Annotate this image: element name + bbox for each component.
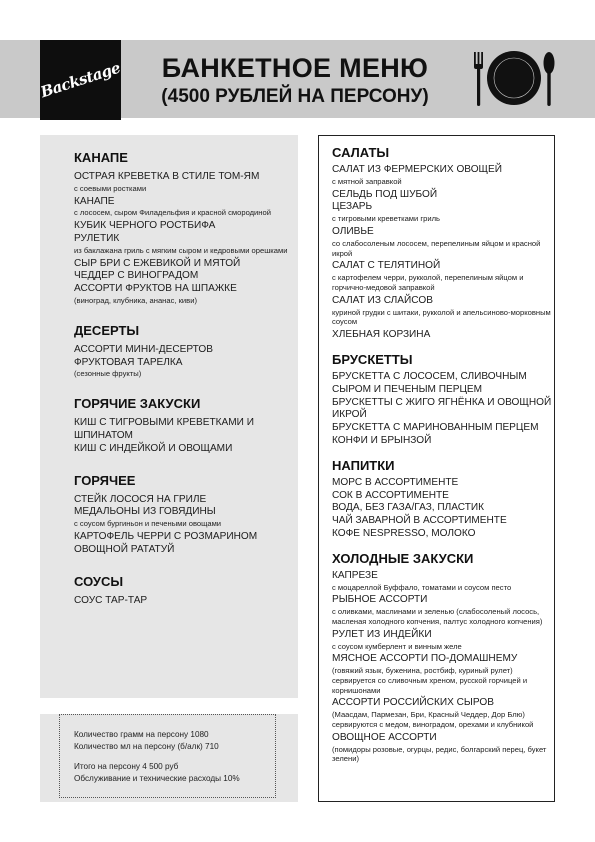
menu-item-name: ФРУКТОВАЯ ТАРЕЛКА [74,356,183,368]
section-title: БРУСКЕТТЫ [332,351,413,367]
summary-box [40,714,298,802]
section-title: ДЕСЕРТЫ [74,322,140,338]
menu-item-name: ОСТРАЯ КРЕВЕТКА В СТИЛЕ ТОМ-ЯМ [74,171,260,182]
menu-item-name: САЛАТ ИЗ СЛАЙСОВ [332,294,433,306]
right-menu-list [332,144,552,773]
menu-item-name: АССОРТИ РОССИЙСКИХ СЫРОВ [332,697,494,709]
section-title: ГОРЯЧИЕ ЗАКУСКИ [74,396,201,412]
menu-item-name: СТЕЙК ЛОСОСЯ НА ГРИЛЕ [74,493,207,505]
menu-item-description: из баклажана гриль с мягким сыром и кедровыми орешками [74,245,288,255]
menu-item-description: с соусом кумберлент и винным желе [332,641,462,651]
page-title [140,52,450,110]
menu-item-name: СЕЛЬДЬ ПОД ШУБОЙ [332,188,438,200]
menu-item-description: с картофелем черри, рукколой, перепелиным яйцом и горчично-медовой заправкой [332,273,524,292]
menu-item-description: с соевыми ростками [74,183,147,193]
menu-item-name: КУБИК ЧЕРНОГО РОСТБИФА [74,220,216,232]
section-title: КАНАПЕ [74,150,128,165]
menu-item-description: куриной грудки с шитаки, рукколой и апельсиново-морковным соусом [332,307,551,327]
section-title: ГОРЯЧЕЕ [74,472,136,488]
menu-item-name: САЛАТ ИЗ ФЕРМЕРСКИХ ОВОЩЕЙ [332,164,503,175]
menu-item-description: с лососем, сыром Филадельфия и красной смородиной [74,208,271,218]
title-line-2: (4500 РУБЛЕЙ НА ПЕРСОНУ) [161,86,429,107]
menu-item-name: БРУСКЕТТЫ С ЖИГО ЯГНЁНКА И ОВОЩНОЙ ИКРОЙ [332,396,552,421]
menu-item-name: КОФЕ NESPRESSO, МОЛОКО [332,527,476,539]
menu-section [74,395,289,455]
menu-item-description: (сезонные фрукты) [74,369,142,379]
menu-section [332,144,552,342]
menu-item-description: с мятной заправкой [332,176,402,186]
menu-item-description: с соусом бургиньон и печеными овощами [74,519,222,529]
menu-item-description: с тигровыми креветками гриль [332,214,440,224]
menu-item-name: ХЛЕБНАЯ КОРЗИНА [332,329,431,341]
menu-item-description: (помидоры розовые, огурцы, редис, болгарский перец, букет зелени) [332,744,547,764]
title-line-1: БАНКЕТНОЕ МЕНЮ [161,53,429,83]
menu-item-name: МЯСНОЕ АССОРТИ ПО-ДОМАШНЕМУ [332,653,518,665]
menu-section [74,322,289,379]
summary-dotted-frame [59,714,276,798]
menu-item-description: (говяжий язык, буженина, ростбиф, куриный рулет) сервируется со сливочным хреном, русской горчицей и корнишонами [332,666,528,695]
menu-section [332,351,552,448]
section-title: СОУСЫ [74,573,124,589]
section-title: ХОЛОДНЫЕ ЗАКУСКИ [332,550,474,566]
menu-item-name: ОВОЩНОЙ РАТАТУЙ [74,543,175,555]
menu-item-name: СОК В АССОРТИМЕНТЕ [332,489,449,501]
menu-item-description: (виноград, клубника, ананас, киви) [74,295,197,305]
section-title: САЛАТЫ [332,145,390,160]
menu-item-name: ВОДА, БЕЗ ГАЗА/ГАЗ, ПЛАСТИК [332,502,485,514]
menu-item-name: КИШ С ТИГРОВЫМИ КРЕВЕТКАМИ И ШПИНАТОМ [74,417,254,441]
menu-item-name: АССОРТИ ФРУКТОВ НА ШПАЖКЕ [74,283,237,295]
summary-service: Обслуживание и технические расходы 10% [74,773,240,783]
menu-item-name: РУЛЕТИК [74,232,120,244]
menu-item-name: МЕДАЛЬОНЫ ИЗ ГОВЯДИНЫ [74,506,216,518]
menu-section [74,573,289,608]
menu-section [332,550,552,765]
menu-item-description: с моцареллой Буффало, томатами и соусом песто [332,582,512,592]
logo-text: Backstage [38,58,123,102]
menu-item-description: с оливками, маслинами и зеленью (слабосоленый лосось, масленая холодного копчения, палтус холодного копчения) [332,607,543,626]
menu-item-name: ЧАЙ ЗАВАРНОЙ В АССОРТИМЕНТЕ [332,515,507,527]
menu-item-name: ОЛИВЬЕ [332,225,374,237]
menu-item-name: КАРТОФЕЛЬ ЧЕРРИ С РОЗМАРИНОМ [74,530,258,542]
menu-item-name: СЫР БРИ С ЕЖЕВИКОЙ И МЯТОЙ [74,257,241,269]
menu-item-name: СОУС ТАР-ТАР [74,594,148,606]
menu-item-name: МОРС В АССОРТИМЕНТЕ [332,476,459,488]
menu-item-name: ЧЕДДЕР С ВИНОГРАДОМ [74,270,199,282]
section-title: НАПИТКИ [332,457,395,473]
menu-item-name: ОВОЩНОЕ АССОРТИ [332,731,437,743]
menu-section [74,149,289,306]
menu-item-description: со слабосоленым лососем, перепелиным яйцом и красной икрой [332,238,541,258]
brand-logo [40,40,121,120]
menu-item-name: ЦЕЗАРЬ [332,201,373,213]
menu-section [332,457,552,541]
menu-item-name: КИШ С ИНДЕЙКОЙ И ОВОЩАМИ [74,442,233,454]
menu-item-name: САЛАТ С ТЕЛЯТИНОЙ [332,260,441,272]
menu-item-name: КАНАПЕ [74,195,115,207]
menu-item-name: РУЛЕТ ИЗ ИНДЕЙКИ [332,628,432,640]
menu-item-name: БРУСКЕТТА С МАРИНОВАННЫМ ПЕРЦЕМ КОНФИ И БРЫНЗОЙ [332,422,539,446]
right-menu-column [318,135,555,802]
menu-item-name: БРУСКЕТТА С ЛОСОСЕМ, СЛИВОЧНЫМ СЫРОМ И ПЕЧЕНЫМ ПЕРЦЕМ [332,370,527,395]
cutlery-plate-icon [470,48,558,110]
menu-item-name: РЫБНОЕ АССОРТИ [332,594,428,606]
left-menu-list [74,149,289,623]
menu-item-name: КАПРЕЗЕ [332,569,378,581]
menu-section [74,472,289,557]
menu-item-description: (Маасдам, Пармезан, Бри, Красный Чеддер, Дор Блю) сервируются с медом, виноградом, орехами и клубникой [332,710,534,730]
left-menu-column [40,135,298,698]
summary-ml: Количество мл на персону (б/алк) 710 [74,741,219,751]
menu-item-name: АССОРТИ МИНИ-ДЕСЕРТОВ [74,343,213,355]
summary-total: Итого на персону 4 500 руб [74,762,179,771]
summary-grams: Количество грамм на персону 1080 [74,730,209,739]
